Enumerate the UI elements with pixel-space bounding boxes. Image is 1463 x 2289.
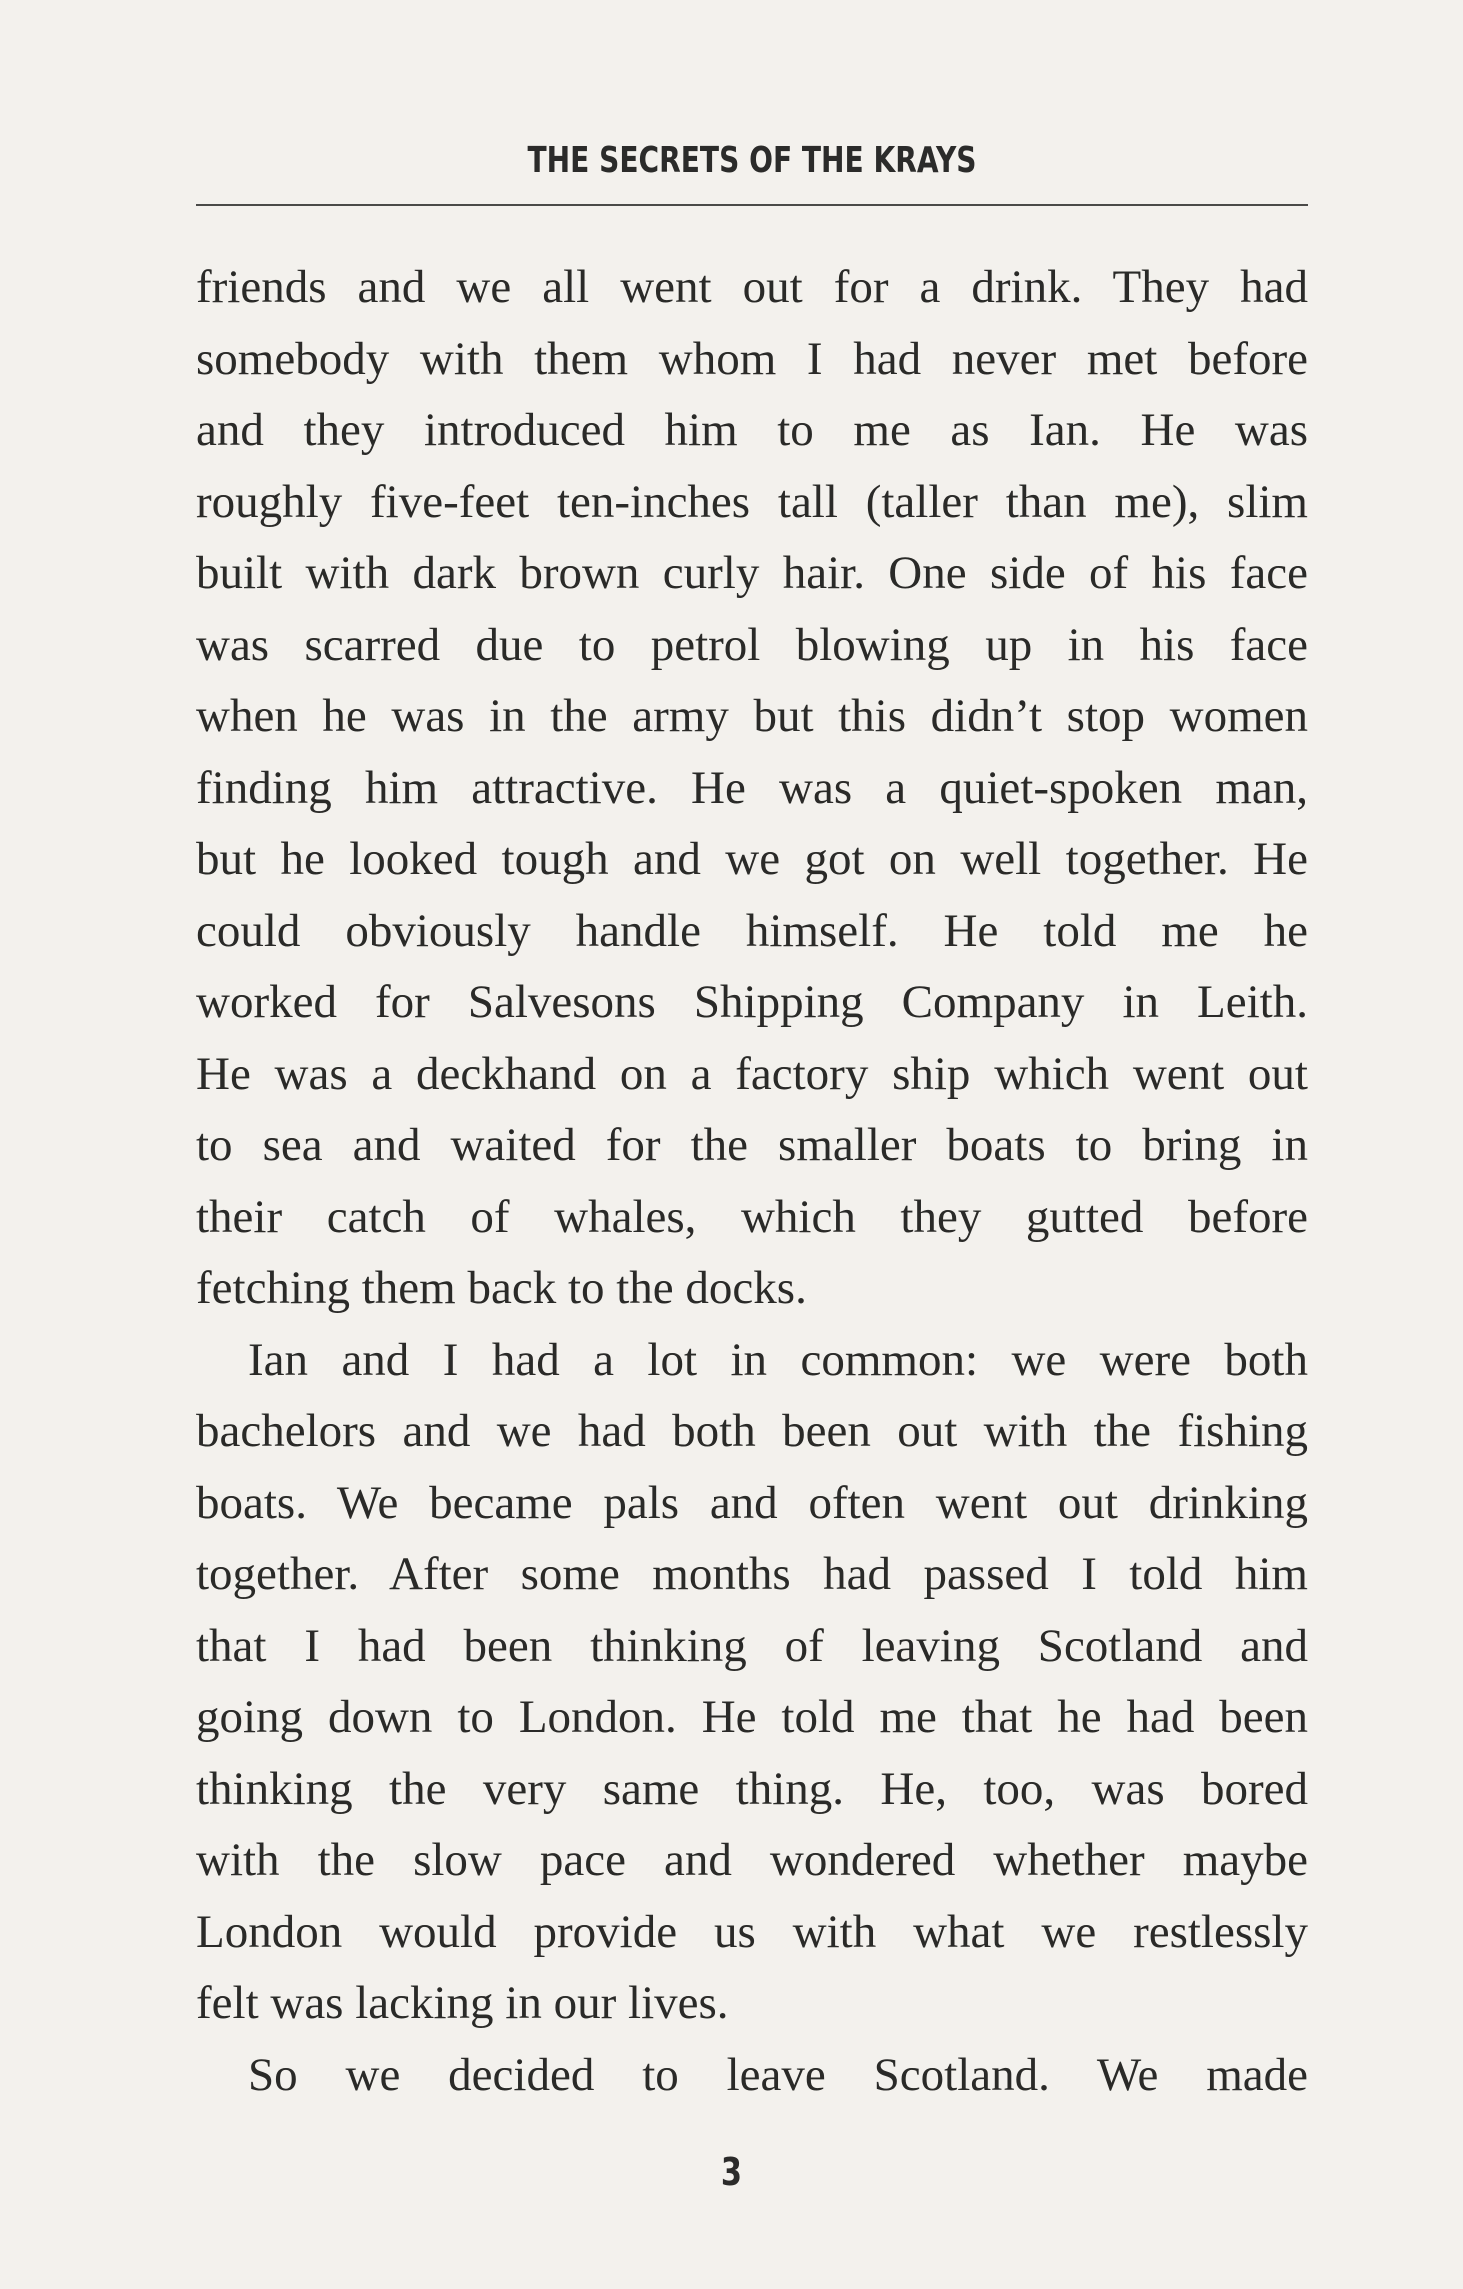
text-line: to sea and waited for the smaller boats to bring in (196, 1119, 1308, 1171)
text-line: friends and we all went out for a drink. They had (196, 261, 1308, 313)
text-line: He was a deckhand on a factory ship which went out (196, 1047, 1308, 1100)
text-line: fetching them back to the docks. (196, 1262, 807, 1314)
text-line: when he was in the army but this didn’t stop women (196, 690, 1308, 742)
text-line: and they introduced him to me as Ian. He was (196, 404, 1308, 456)
text-line: that I had been thinking of leaving Scotland and (196, 1619, 1308, 1672)
text-line: together. After some months had passed I told him (196, 1548, 1308, 1600)
text-line: was scarred due to petrol blowing up in his face (196, 618, 1308, 671)
text-line: Ian and I had a lot in common: we were both (248, 1333, 1308, 1386)
body-text (196, 252, 1308, 2111)
text-line: thinking the very same thing. He, too, was bored (196, 1762, 1308, 1815)
running-header-title: THE SECRETS OF THE KRAYS (527, 140, 977, 181)
text-line: roughly five-feet ten-inches tall (taller than me), slim (196, 475, 1308, 528)
page-number: 3 (720, 2150, 743, 2194)
text-line: somebody with them whom I had never met before (196, 332, 1308, 385)
text-line: bachelors and we had both been out with the fishing (196, 1405, 1308, 1457)
text-line: going down to London. He told me that he had been (196, 1691, 1308, 1743)
text-line: but he looked tough and we got on well together. He (196, 833, 1308, 885)
text-line: London would provide us with what we restlessly (196, 1905, 1308, 1958)
text-line: finding him attractive. He was a quiet-spoken man, (196, 761, 1308, 814)
text-line: could obviously handle himself. He told me he (196, 904, 1308, 957)
text-line: built with dark brown curly hair. One side of his face (196, 547, 1308, 599)
text-line: So we decided to leave Scotland. We made (248, 2048, 1308, 2101)
text-line: with the slow pace and wondered whether maybe (196, 1834, 1308, 1886)
text-line: felt was lacking in our lives. (196, 1977, 729, 2029)
text-line: boats. We became pals and often went out drinking (196, 1476, 1308, 1529)
text-line: worked for Salvesons Shipping Company in Leith. (196, 976, 1308, 1028)
header-rule (196, 204, 1308, 206)
text-line: their catch of whales, which they gutted before (196, 1190, 1308, 1243)
